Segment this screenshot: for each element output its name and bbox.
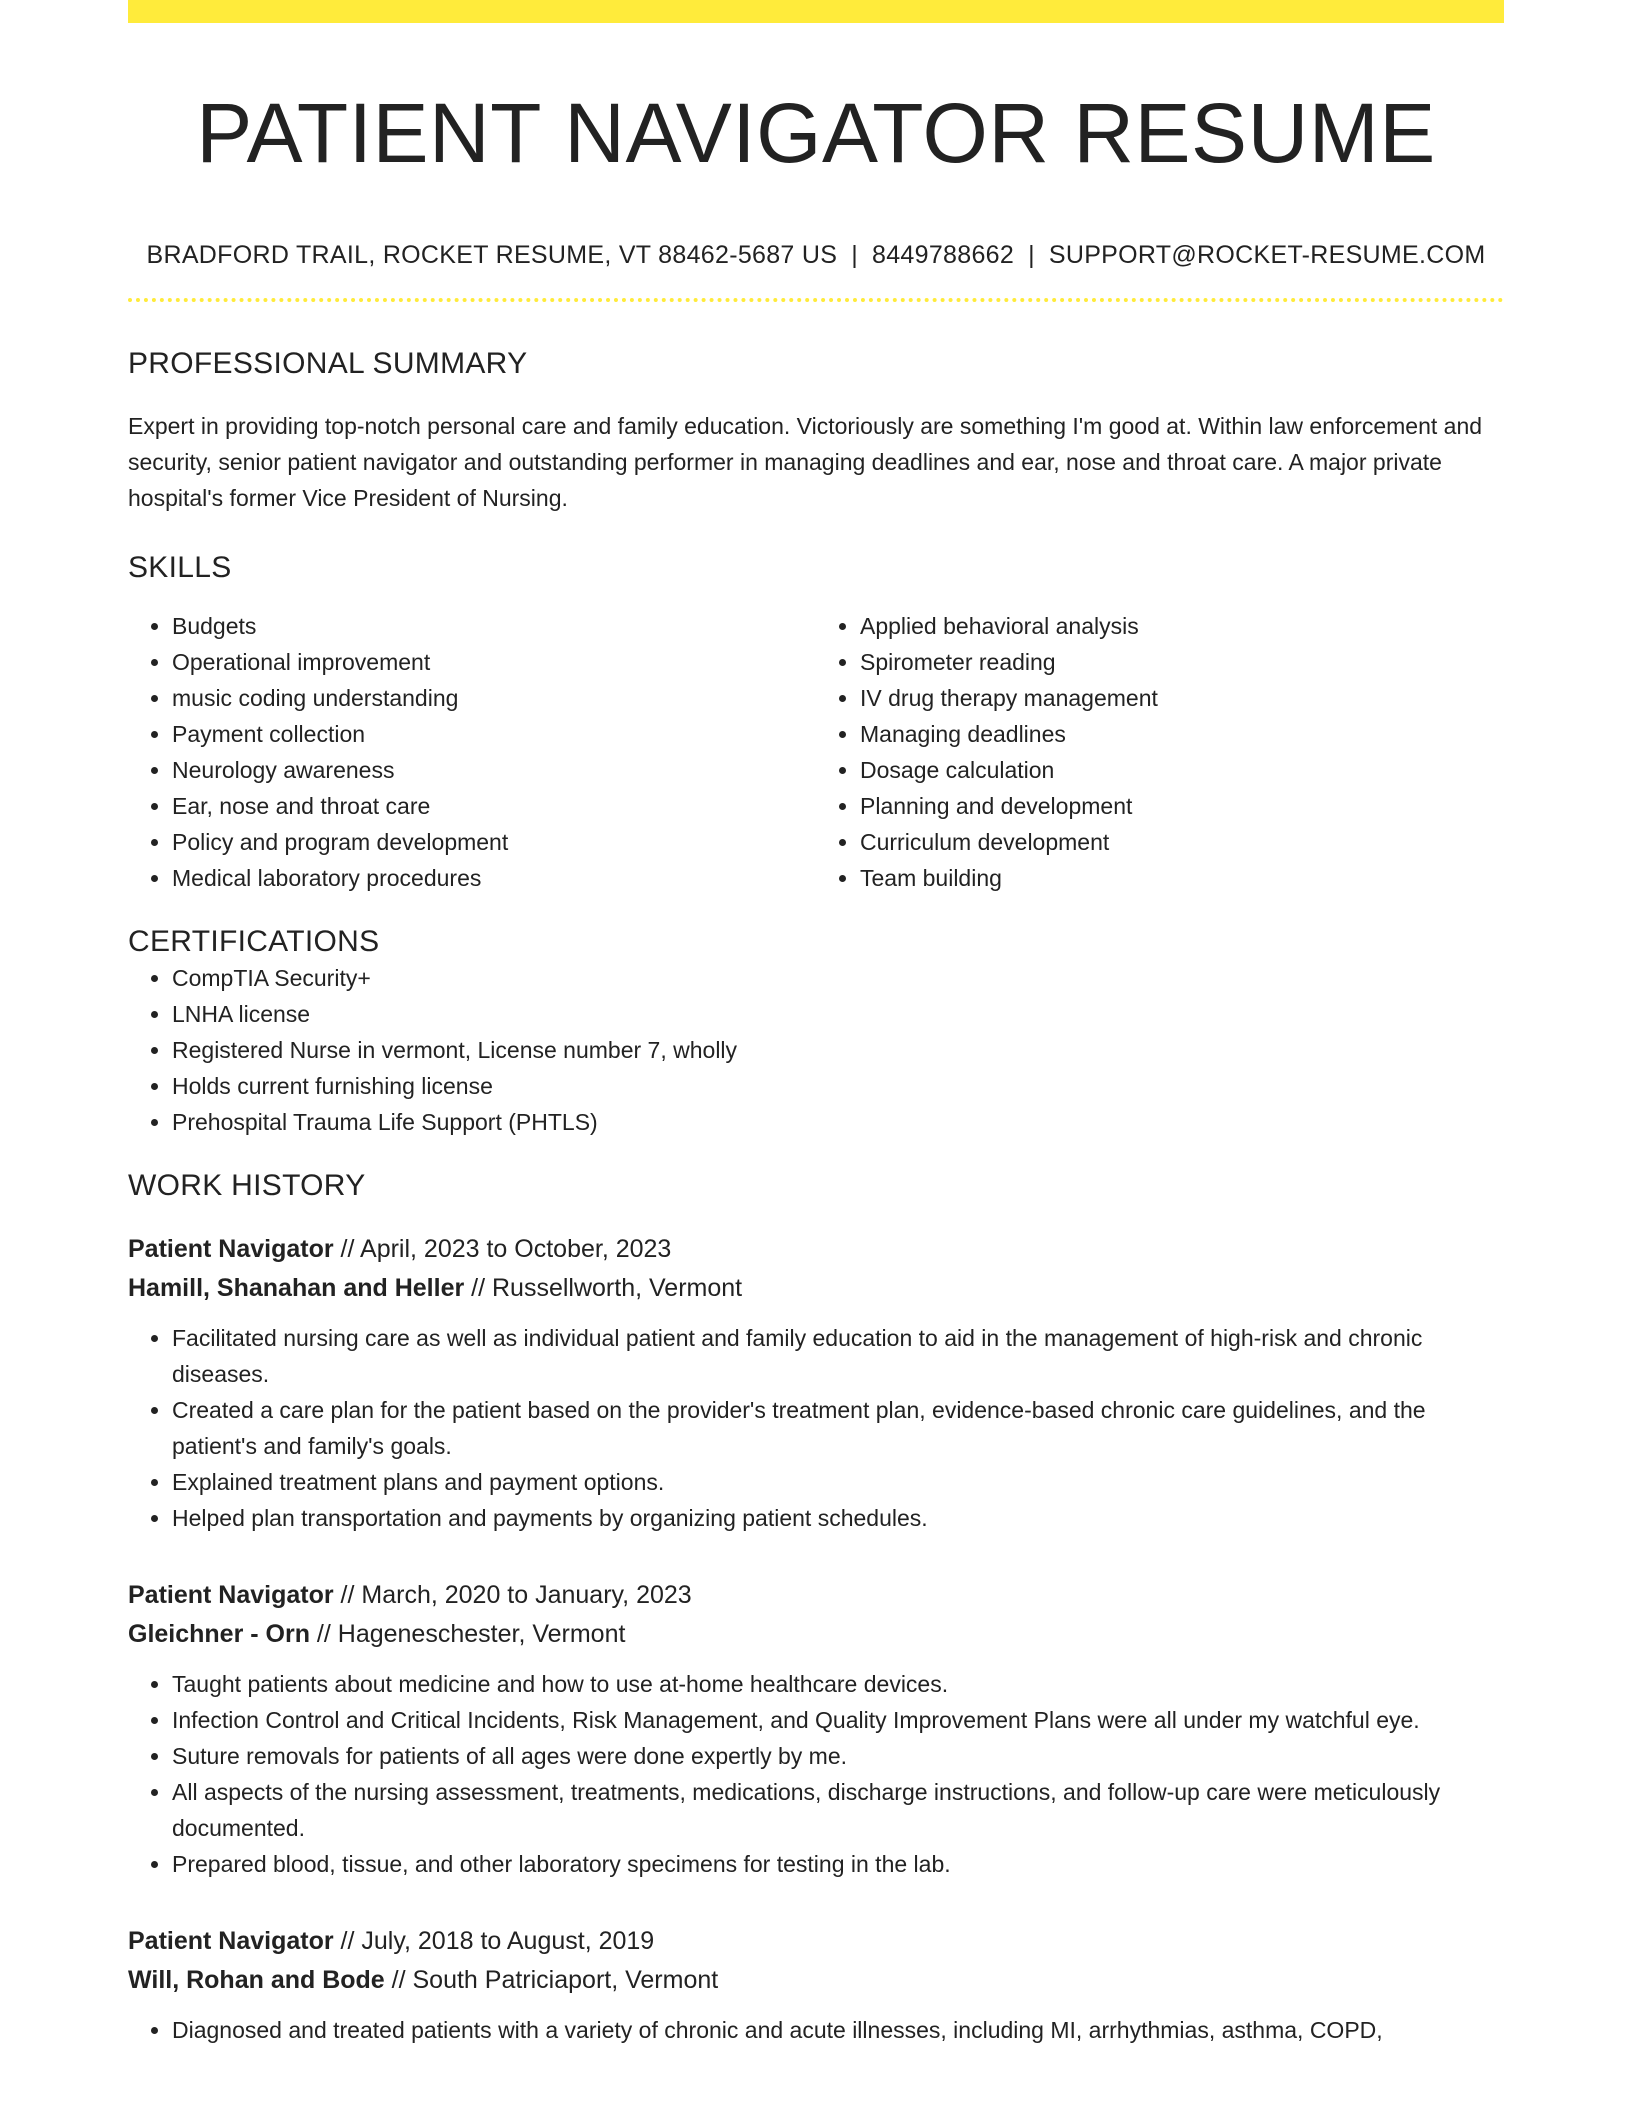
skill-item: • Neurology awareness xyxy=(172,752,816,788)
job-entry xyxy=(128,1922,1504,2048)
skills-columns xyxy=(128,608,1504,896)
contact-separator: | xyxy=(1028,240,1035,269)
phone: 8449788662 xyxy=(872,240,1015,269)
job-dates: // July, 2018 to August, 2019 xyxy=(333,1926,655,1955)
job-location: // South Patriciaport, Vermont xyxy=(384,1965,719,1994)
summary-heading: PROFESSIONAL SUMMARY xyxy=(128,346,528,380)
skill-item: • Ear, nose and throat care xyxy=(172,788,816,824)
skill-item: • music coding understanding xyxy=(172,680,816,716)
skill-item: • Spirometer reading xyxy=(860,644,1504,680)
job-title-line xyxy=(128,1230,1504,1269)
job-entry xyxy=(128,1576,1504,1882)
dotted-divider xyxy=(128,298,1504,302)
job-duties xyxy=(128,2012,1504,2048)
skill-item: • Budgets xyxy=(172,608,816,644)
skill-item: • Payment collection xyxy=(172,716,816,752)
job-title: Patient Navigator xyxy=(128,1926,334,1955)
accent-bar xyxy=(128,0,1504,23)
skill-item: • Medical laboratory procedures xyxy=(172,860,816,896)
job-title: Patient Navigator xyxy=(128,1234,334,1263)
job-company: Gleichner - Orn xyxy=(128,1619,310,1648)
certifications-heading: CERTIFICATIONS xyxy=(128,924,380,958)
certification-item: • Registered Nurse in vermont, License number 7, wholly xyxy=(172,1032,1504,1068)
skill-item: • Applied behavioral analysis xyxy=(860,608,1504,644)
skill-item: • Managing deadlines xyxy=(860,716,1504,752)
duty-item: • Suture removals for patients of all ages were done expertly by me. xyxy=(172,1738,1504,1774)
skill-item: • Operational improvement xyxy=(172,644,816,680)
job-duties xyxy=(128,1320,1504,1536)
duty-item: • Taught patients about medicine and how to use at-home healthcare devices. xyxy=(172,1666,1504,1702)
job-title: Patient Navigator xyxy=(128,1580,334,1609)
job-dates: // March, 2020 to January, 2023 xyxy=(333,1580,692,1609)
duty-item: • All aspects of the nursing assessment, treatments, medications, discharge instructions, and follow-up care were meticulously documented. xyxy=(172,1774,1504,1846)
email: SUPPORT@ROCKET-RESUME.COM xyxy=(1048,240,1486,269)
job-entry xyxy=(128,1230,1504,1536)
certification-item: • Prehospital Trauma Life Support (PHTLS) xyxy=(172,1104,1504,1140)
duty-item: • Infection Control and Critical Incidents, Risk Management, and Quality Improvement Plans were all under my watchful eye. xyxy=(172,1702,1504,1738)
job-title-line xyxy=(128,1576,1504,1615)
contact-line xyxy=(128,240,1504,270)
duty-item: • Created a care plan for the patient based on the provider's treatment plan, evidence-based chronic care guidelines, and the patient's and family's goals. xyxy=(172,1392,1504,1464)
skill-item: • Planning and development xyxy=(860,788,1504,824)
skill-item: • IV drug therapy management xyxy=(860,680,1504,716)
address: BRADFORD TRAIL, ROCKET RESUME, VT 88462-5687 US xyxy=(146,240,838,269)
resume-page xyxy=(128,0,1504,2048)
certification-item: • Holds current furnishing license xyxy=(172,1068,1504,1104)
job-company: Hamill, Shanahan and Heller xyxy=(128,1273,465,1302)
job-company: Will, Rohan and Bode xyxy=(128,1965,385,1994)
skill-item: • Team building xyxy=(860,860,1504,896)
certifications-list xyxy=(128,960,1504,1140)
page-title: PATIENT NAVIGATOR RESUME xyxy=(196,86,1436,180)
duty-item: • Facilitated nursing care as well as individual patient and family education to aid in the management of high-risk and chronic diseases. xyxy=(172,1320,1504,1392)
skills-list-left xyxy=(128,608,816,896)
skills-list-right xyxy=(816,608,1504,896)
duty-item: • Explained treatment plans and payment options. xyxy=(172,1464,1504,1500)
work-history-heading: WORK HISTORY xyxy=(128,1168,366,1202)
job-location: // Russellworth, Vermont xyxy=(464,1273,743,1302)
certification-item: • CompTIA Security+ xyxy=(172,960,1504,996)
duty-item: • Helped plan transportation and payments by organizing patient schedules. xyxy=(172,1500,1504,1536)
job-dates: // April, 2023 to October, 2023 xyxy=(333,1234,672,1263)
duty-item: • Diagnosed and treated patients with a variety of chronic and acute illnesses, including MI, arrhythmias, asthma, COPD, xyxy=(172,2012,1504,2048)
job-company-line xyxy=(128,1615,1504,1654)
skills-heading: SKILLS xyxy=(128,550,232,584)
skill-item: • Curriculum development xyxy=(860,824,1504,860)
summary-text: Expert in providing top-notch personal care and family education. Victoriously are something I'm good at. Within law enforcement and security, senior patient navigator and outstanding performer in managing deadlines and ear, nose and throat care. A major private hospital's former Vice President of Nursing. xyxy=(128,412,1483,511)
job-title-line xyxy=(128,1922,1504,1961)
skill-item: • Policy and program development xyxy=(172,824,816,860)
duty-item: • Prepared blood, tissue, and other laboratory specimens for testing in the lab. xyxy=(172,1846,1504,1882)
job-duties xyxy=(128,1666,1504,1882)
job-company-line xyxy=(128,1269,1504,1308)
job-location: // Hageneschester, Vermont xyxy=(309,1619,626,1648)
job-company-line xyxy=(128,1961,1504,2000)
certification-item: • LNHA license xyxy=(172,996,1504,1032)
skill-item: • Dosage calculation xyxy=(860,752,1504,788)
contact-separator: | xyxy=(851,240,859,269)
